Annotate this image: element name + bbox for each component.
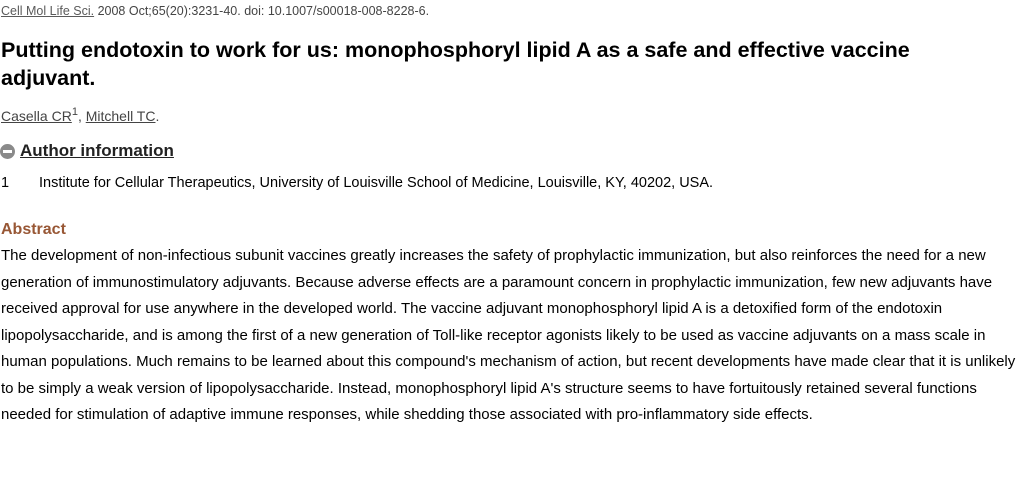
affiliation-number: 1: [1, 175, 10, 191]
minus-circle-icon[interactable]: [0, 144, 15, 159]
author-link-mitchell[interactable]: Mitchell TC: [85, 108, 156, 124]
citation-line: [1, 2, 429, 20]
article-title: Putting endotoxin to work for us: monophosphoryl lipid A as a safe and effective vaccine adjuvant.: [1, 38, 910, 90]
author-list: [1, 106, 159, 126]
author-list-end: .: [155, 108, 160, 124]
affiliation-item: [1, 173, 713, 193]
citation-details: 2008 Oct;65(20):3231-40. doi: 10.1007/s00018-008-8228-6.: [94, 4, 430, 18]
author-affiliation-marker: 1: [71, 106, 78, 118]
author-link-casella[interactable]: Casella CR: [1, 108, 72, 124]
affiliation-text: Institute for Cellular Therapeutics, University of Louisville School of Medicine, Louisville, KY, 40202, USA.: [39, 175, 714, 191]
author-information-label[interactable]: Author information: [20, 141, 174, 160]
journal-link[interactable]: Cell Mol Life Sci.: [1, 4, 95, 18]
author-separator: ,: [77, 108, 86, 124]
author-information-toggle[interactable]: [0, 140, 174, 162]
abstract-heading: Abstract: [1, 221, 66, 238]
abstract-text: The development of non-infectious subunit vaccines greatly increases the safety of prophylactic immunization, but also reinforces the need for a new generation of immunostimulatory adjuvants. Because adverse effects are a paramount concern in prophylactic immunization, few new adjuvants have received approval for use anywhere in the developed world. The vaccine adjuvant monophosphoryl lipid A is a detoxified form of the endotoxin lipopolysaccharide, and is among the first of a new generation of Toll-like receptor agonists likely to be used as vaccine adjuvants on a mass scale in human populations. Much remains to be learned about this compound's mechanism of action, but recent developments have made clear that it is unlikely to be simply a weak version of lipopolysaccharide. Instead, monophosphoryl lipid A's structure seems to have fortuitously retained several functions needed for stimulation of adaptive immune responses, while shedding those associated with pro-inflammatory side effects.: [1, 247, 1016, 423]
